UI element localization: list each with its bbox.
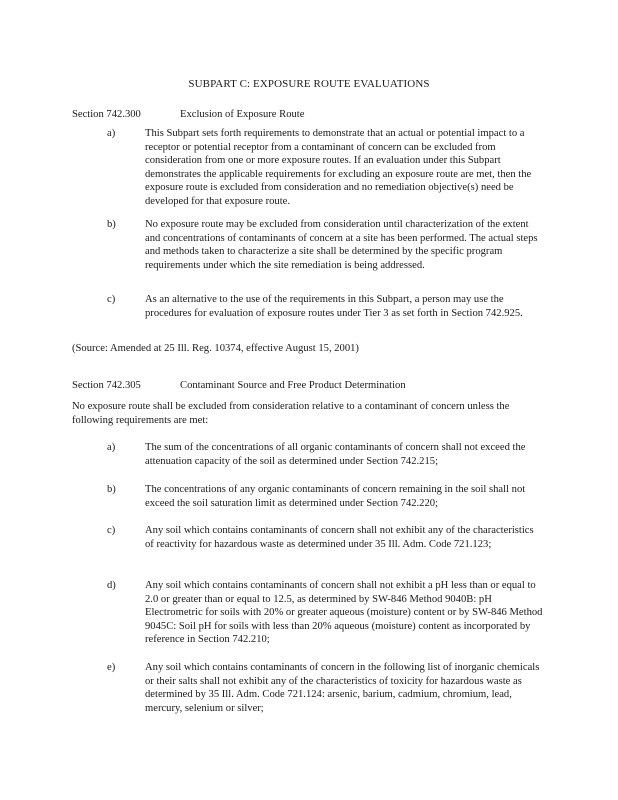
item-label: a) bbox=[107, 442, 116, 453]
item-text: The concentrations of any organic contaminants of concern remaining in the soil shall not exceed the soil saturation limit as determined under Section 742.220; bbox=[145, 484, 526, 509]
item-label: b) bbox=[107, 484, 116, 495]
item-text: Any soil which contains contaminants of concern shall not exhibit a pH less than or equal to 2.0 or greater than or equal to 12.5, as determined by SW-846 Method 9040B: pH Electrometric for soils with 20% or greater aqueous (moisture) content or by SW-846 Method 9045C: Soil pH for soils with less than 20% aqueous (moisture) content as incorporated by reference in Section 742.210; bbox=[145, 580, 543, 646]
item-text: No exposure route may be excluded from consideration until characterization of the extent and concentrations of contaminants of concern at a site has been performed. The actual steps and methods taken to characterize a site shall be determined by the specific program requirements under which the site remediation is being addressed. bbox=[145, 219, 538, 271]
section-title: Exclusion of Exposure Route bbox=[180, 109, 305, 120]
item-label: d) bbox=[107, 580, 116, 591]
item-text: The sum of the concentrations of all organic contaminants of concern shall not exceed the attenuation capacity of the soil as determined under Section 742.215; bbox=[145, 442, 526, 467]
item-text: Any soil which contains contaminants of concern in the following list of inorganic chemicals or their salts shall not exhibit any of the characteristics of toxicity for hazardous waste as determined by 35 Ill. Adm. Code 721.124: arsenic, barium, cadmium, chromium, lead, mercury, selenium or silver; bbox=[145, 662, 540, 714]
item-label: c) bbox=[107, 525, 116, 536]
section-intro: No exposure route shall be excluded from consideration relative to a contaminant of concern unless the following requirements are met: bbox=[72, 401, 510, 426]
section-heading bbox=[72, 108, 304, 122]
section-number: Section 742.300 bbox=[72, 109, 141, 120]
item-text: As an alternative to the use of the requirements in this Subpart, a person may use the procedures for evaluation of exposure routes under Tier 3 as set forth in Section 742.925. bbox=[145, 294, 523, 319]
section-title: Contaminant Source and Free Product Determination bbox=[180, 380, 406, 391]
item-text: Any soil which contains contaminants of concern shall not exhibit any of the characteristics of reactivity for hazardous waste as determined under 35 Ill. Adm. Code 721.123; bbox=[145, 525, 534, 550]
item-label: e) bbox=[107, 662, 116, 673]
item-text: This Subpart sets forth requirements to demonstrate that an actual or potential impact to a receptor or potential receptor from a contaminant of concern can be excluded from consideration from one or more exposure routes. If an evaluation under this Subpart demonstrates the applicable requirements for excluding an exposure route are met, then the exposure route is excluded from consideration and no remediation objective(s) need be developed for that exposure route. bbox=[145, 128, 532, 207]
section-heading bbox=[72, 379, 406, 393]
source-note: (Source: Amended at 25 Ill. Reg. 10374, effective August 15, 2001) bbox=[72, 343, 359, 354]
item-label: c) bbox=[107, 294, 116, 305]
page-title: SUBPART C: EXPOSURE ROUTE EVALUATIONS bbox=[188, 78, 430, 90]
item-label: a) bbox=[107, 128, 116, 139]
section-number: Section 742.305 bbox=[72, 380, 141, 391]
item-label: b) bbox=[107, 219, 116, 230]
